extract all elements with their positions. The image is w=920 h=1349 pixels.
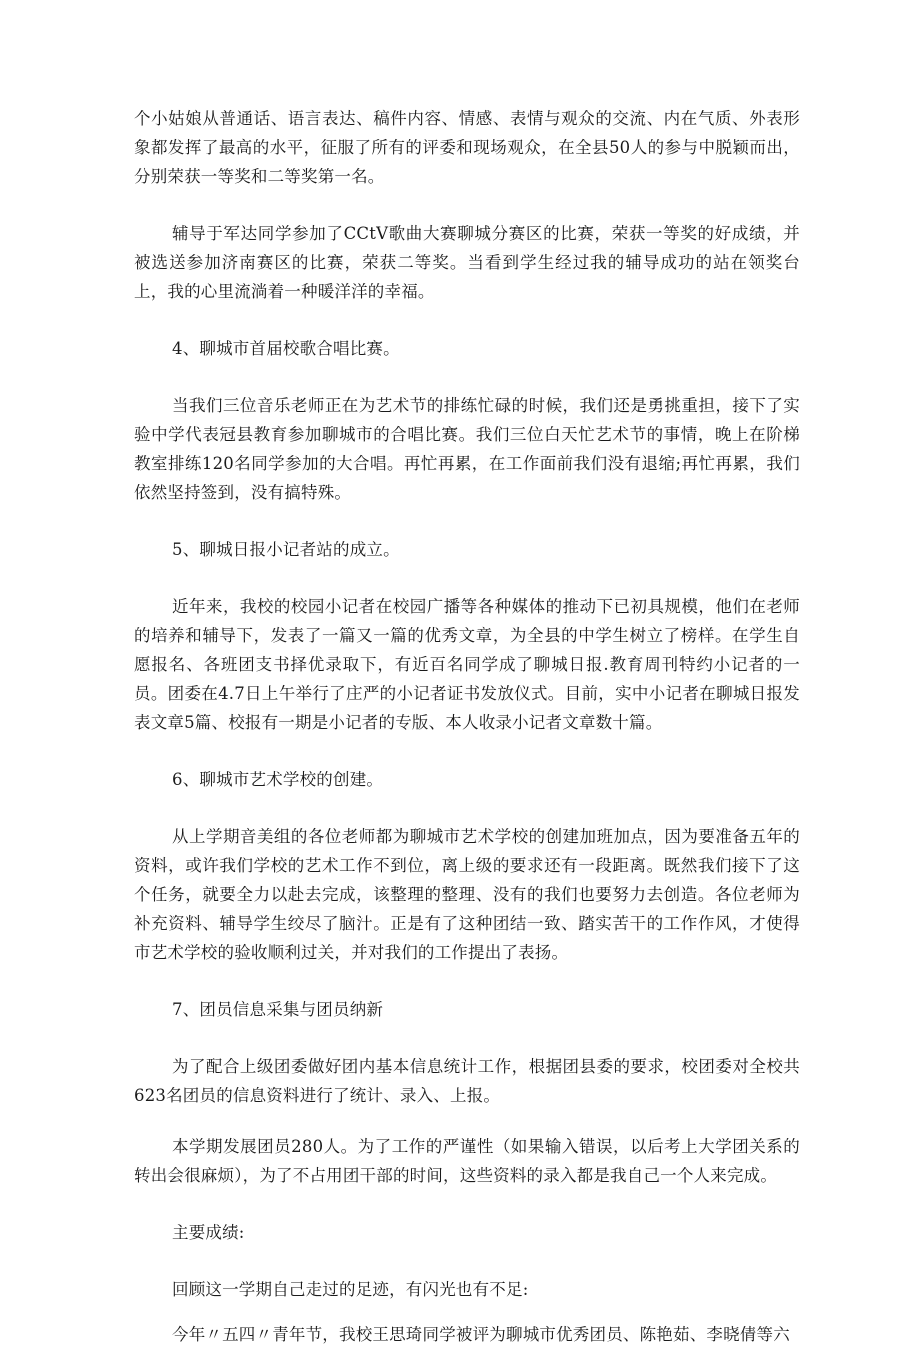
paragraph-main-achievements: 主要成绩: — [172, 1223, 245, 1242]
section-heading-7: 7、团员信息采集与团员纳新 — [172, 1000, 384, 1019]
paragraph-speech-contest-result: 个小姑娘从普通话、语言表达、稿件内容、情感、表情与观众的交流、内在气质、外表形象都发挥了最高的水平，征服了所有的评委和现场观众，在全县50人的参与中脱颖而出，分别荣获一等奖和二等奖第一名。 — [134, 109, 800, 186]
section-heading-5: 5、聊城日报小记者站的成立。 — [172, 540, 400, 559]
paragraph-choir-contest: 当我们三位音乐老师正在为艺术节的排练忙碌的时候，我们还是勇挑重担，接下了实验中学代表冠县教育参加聊城市的合唱比赛。我们三位白天忙艺术节的事情，晚上在阶梯教室排练120名同学参加的大合唱。再忙再累，在工作面前我们没有退缩;再忙再累，我们依然坚持签到，没有搞特殊。 — [134, 396, 800, 502]
paragraph-new-members: 本学期发展团员280人。为了工作的严谨性（如果输入错误，以后考上大学团关系的转出会很麻烦），为了不占用团干部的时间，这些资料的录入都是我自己一个人来完成。 — [134, 1137, 800, 1185]
paragraph-youth-day: 今年〃五四〃青年节，我校王思琦同学被评为聊城市优秀团员、陈艳茹、李晓倩等六 — [172, 1325, 790, 1344]
paragraph-member-info: 为了配合上级团委做好团内基本信息统计工作，根据团县委的要求，校团委对全校共623名团员的信息资料进行了统计、录入、上报。 — [134, 1057, 800, 1105]
section-heading-6: 6、聊城市艺术学校的创建。 — [172, 770, 384, 789]
section-heading-4: 4、聊城市首届校歌合唱比赛。 — [172, 339, 400, 358]
paragraph-art-school: 从上学期音美组的各位老师都为聊城市艺术学校的创建加班加点，因为要准备五年的资料，或许我们学校的艺术工作不到位，离上级的要求还有一段距离。既然我们接下了这个任务，就要全力以赴去完成，该整理的整理、没有的我们也要努力去创造。各位老师为补充资料、辅导学生绞尽了脑汁。正是有了这种团结一致、踏实苦干的工作作风，才使得市艺术学校的验收顺利过关，并对我们的工作提出了表扬。 — [134, 827, 800, 962]
paragraph-young-reporters: 近年来，我校的校园小记者在校园广播等各种媒体的推动下已初具规模，他们在老师的培养和辅导下，发表了一篇又一篇的优秀文章，为全县的中学生树立了榜样。在学生自愿报名、各班团支书择优录取下，有近百名同学成了聊城日报.教育周刊特约小记者的一员。团委在4.7日上午举行了庄严的小记者证书发放仪式。目前，实中小记者在聊城日报发表文章5篇、校报有一期是小记者的专版、本人收录小记者文章数十篇。 — [134, 597, 800, 732]
paragraph-cctv-song-contest: 辅导于军达同学参加了CCtV歌曲大赛聊城分赛区的比赛，荣获一等奖的好成绩，并被选送参加济南赛区的比赛，荣获二等奖。当看到学生经过我的辅导成功的站在领奖台上，我的心里流淌着一种暖洋洋的幸福。 — [134, 224, 800, 301]
paragraph-review: 回顾这一学期自己走过的足迹，有闪光也有不足: — [172, 1280, 529, 1299]
